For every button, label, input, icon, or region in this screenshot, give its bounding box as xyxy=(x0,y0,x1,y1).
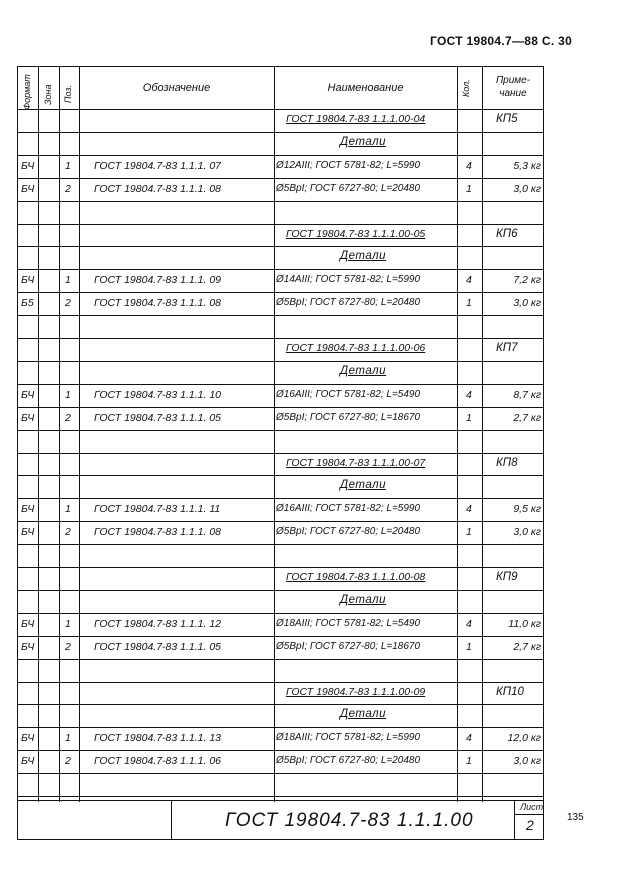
assembly-code: КП6 xyxy=(496,227,518,240)
assembly-code: КП9 xyxy=(496,571,518,583)
title-block xyxy=(18,800,543,839)
row-name: Ø5ВрI; ГОСТ 6727-80; L=20480 xyxy=(276,526,421,538)
row-divider xyxy=(18,636,543,637)
assembly-code: КП7 xyxy=(496,342,518,354)
section-heading: Детали xyxy=(340,479,386,492)
row-format: БЧ xyxy=(21,503,35,516)
row-divider xyxy=(18,682,543,683)
row-format: БЧ xyxy=(21,640,35,653)
header-zone: Зона xyxy=(43,84,53,105)
row-format: БЧ xyxy=(21,182,35,195)
row-note: 9,5 кг xyxy=(513,503,541,516)
row-position: 1 xyxy=(65,274,71,287)
header-format: Формат xyxy=(22,74,32,110)
title-block-divider xyxy=(171,801,172,839)
row-divider xyxy=(18,704,543,705)
row-position: 1 xyxy=(65,388,71,401)
row-designation: ГОСТ 19804.7-83 1.1.1. 08 xyxy=(94,182,222,195)
row-quantity: 4 xyxy=(466,617,472,630)
row-name: Ø14АIII; ГОСТ 5781-82; L=5990 xyxy=(276,274,421,286)
assembly-designation: ГОСТ 19804.7-83 1.1.1.00-05 xyxy=(286,227,426,240)
row-position: 1 xyxy=(65,159,71,172)
row-designation: ГОСТ 19804.7-83 1.1.1. 10 xyxy=(94,388,222,401)
title-block-divider xyxy=(514,801,515,839)
row-name: Ø18АIII; ГОСТ 5781-82; L=5990 xyxy=(276,732,421,744)
row-quantity: 4 xyxy=(466,388,472,401)
row-quantity: 4 xyxy=(466,159,472,172)
row-note: 12,0 кг xyxy=(507,732,541,745)
row-position: 2 xyxy=(65,526,71,539)
row-divider xyxy=(18,727,543,728)
row-divider xyxy=(18,773,543,774)
section-heading: Детали xyxy=(340,250,386,263)
row-quantity: 4 xyxy=(466,274,472,287)
row-divider xyxy=(18,544,543,545)
row-divider xyxy=(18,407,543,408)
row-position: 2 xyxy=(65,640,71,653)
row-position: 2 xyxy=(65,182,71,195)
page-number: 135 xyxy=(567,812,584,823)
assembly-designation: ГОСТ 19804.7-83 1.1.1.00-04 xyxy=(286,113,426,125)
row-format: БЧ xyxy=(21,159,35,172)
assembly-code: КП8 xyxy=(496,456,518,469)
row-name: Ø5ВрI; ГОСТ 6727-80; L=20480 xyxy=(276,182,421,194)
row-note: 11,0 кг xyxy=(508,617,541,630)
row-designation: ГОСТ 19804.7-83 1.1.1. 07 xyxy=(94,159,222,172)
row-name: Ø12АIII; ГОСТ 5781-82; L=5990 xyxy=(276,159,421,171)
row-divider xyxy=(18,132,543,133)
row-designation: ГОСТ 19804.7-83 1.1.1. 05 xyxy=(94,411,222,424)
row-name: Ø18АIII; ГОСТ 5781-82; L=5490 xyxy=(276,617,421,629)
sheet-divider xyxy=(514,814,543,815)
row-divider xyxy=(18,361,543,362)
row-name: Ø16АIII; ГОСТ 5781-82; L=5490 xyxy=(276,388,421,400)
row-position: 1 xyxy=(65,732,71,745)
specification-table xyxy=(17,66,544,840)
row-divider xyxy=(18,498,543,499)
header-qty: Кол. xyxy=(461,79,471,97)
row-quantity: 1 xyxy=(466,411,472,424)
row-divider xyxy=(18,155,543,156)
row-divider xyxy=(18,384,543,385)
row-note: 8,7 кг xyxy=(513,388,541,401)
row-divider xyxy=(18,659,543,660)
row-divider xyxy=(18,430,543,431)
section-heading: Детали xyxy=(340,708,386,721)
row-position: 2 xyxy=(65,755,71,768)
row-position: 1 xyxy=(65,503,71,516)
row-divider xyxy=(18,292,543,293)
header-pos: Поз. xyxy=(63,84,73,103)
header-name: Наименование xyxy=(327,82,404,94)
row-designation: ГОСТ 19804.7-83 1.1.1. 08 xyxy=(94,297,222,310)
row-quantity: 1 xyxy=(466,755,472,768)
row-designation: ГОСТ 19804.7-83 1.1.1. 09 xyxy=(94,274,222,287)
row-name: Ø5ВрI; ГОСТ 6727-80; L=20480 xyxy=(276,297,421,309)
section-heading: Детали xyxy=(340,135,386,148)
assembly-designation: ГОСТ 19804.7-83 1.1.1.00-09 xyxy=(286,685,426,698)
row-quantity: 4 xyxy=(466,503,472,516)
row-note: 7,2 кг xyxy=(513,274,541,287)
row-format: БЧ xyxy=(21,755,35,768)
assembly-designation: ГОСТ 19804.7-83 1.1.1.00-08 xyxy=(286,571,426,583)
sheet-number: 2 xyxy=(526,817,534,833)
row-format: БЧ xyxy=(21,526,35,539)
row-designation: ГОСТ 19804.7-83 1.1.1. 12 xyxy=(94,617,222,630)
row-divider xyxy=(18,796,543,797)
row-divider xyxy=(18,475,543,476)
section-heading: Детали xyxy=(340,364,386,377)
row-divider xyxy=(18,269,543,270)
row-name: Ø5ВрI; ГОСТ 6727-80; L=20480 xyxy=(276,755,421,767)
assembly-code: КП5 xyxy=(496,113,518,125)
row-divider xyxy=(18,201,543,202)
row-name: Ø5ВрI; ГОСТ 6727-80; L=18670 xyxy=(276,411,421,423)
row-quantity: 1 xyxy=(466,526,472,539)
row-divider xyxy=(18,567,543,568)
row-note: 2,7 кг xyxy=(513,640,541,653)
row-divider xyxy=(18,453,543,454)
row-designation: ГОСТ 19804.7-83 1.1.1. 06 xyxy=(94,755,222,768)
row-divider xyxy=(18,178,543,179)
row-designation: ГОСТ 19804.7-83 1.1.1. 13 xyxy=(94,732,222,745)
assembly-designation: ГОСТ 19804.7-83 1.1.1.00-07 xyxy=(286,456,426,469)
header-note: Приме-чание xyxy=(495,75,531,99)
row-divider xyxy=(18,750,543,751)
row-divider xyxy=(18,246,543,247)
row-format: БЧ xyxy=(21,732,35,745)
page-header: ГОСТ 19804.7—88 С. 30 xyxy=(430,34,573,48)
row-divider xyxy=(18,224,543,225)
row-designation: ГОСТ 19804.7-83 1.1.1. 05 xyxy=(94,640,222,653)
row-position: 2 xyxy=(65,411,71,424)
row-note: 3,0 кг xyxy=(513,755,541,768)
row-note: 2,7 кг xyxy=(513,411,541,424)
header-divider xyxy=(18,109,543,110)
row-quantity: 1 xyxy=(466,182,472,195)
row-position: 2 xyxy=(65,297,71,310)
row-designation: ГОСТ 19804.7-83 1.1.1. 08 xyxy=(94,526,222,539)
row-divider xyxy=(18,315,543,316)
row-note: 3,0 кг xyxy=(513,526,541,539)
row-divider xyxy=(18,521,543,522)
row-divider xyxy=(18,338,543,339)
row-note: 3,0 кг xyxy=(513,182,541,195)
assembly-code: КП10 xyxy=(496,685,524,698)
row-format: БЧ xyxy=(21,274,35,287)
row-format: БЧ xyxy=(21,617,35,630)
row-quantity: 1 xyxy=(466,297,472,310)
assembly-designation: ГОСТ 19804.7-83 1.1.1.00-06 xyxy=(286,342,426,354)
sheet-label: Лист xyxy=(520,802,544,812)
document-designation: ГОСТ 19804.7-83 1.1.1.00 xyxy=(225,810,474,831)
row-position: 1 xyxy=(65,617,71,630)
row-divider xyxy=(18,613,543,614)
row-note: 5,3 кг xyxy=(513,159,541,172)
row-quantity: 4 xyxy=(466,732,472,745)
row-name: Ø16АIII; ГОСТ 5781-82; L=5990 xyxy=(276,503,421,515)
row-format: БЧ xyxy=(21,388,35,401)
row-quantity: 1 xyxy=(466,640,472,653)
header-designation: Обозначение xyxy=(142,82,211,94)
section-heading: Детали xyxy=(340,593,386,606)
row-name: Ø5ВрI; ГОСТ 6727-80; L=18670 xyxy=(276,640,421,652)
row-designation: ГОСТ 19804.7-83 1.1.1. 11 xyxy=(94,503,221,516)
row-format: Б5 xyxy=(21,297,34,310)
row-divider xyxy=(18,590,543,591)
row-format: БЧ xyxy=(21,411,35,424)
row-note: 3,0 кг xyxy=(513,297,541,310)
